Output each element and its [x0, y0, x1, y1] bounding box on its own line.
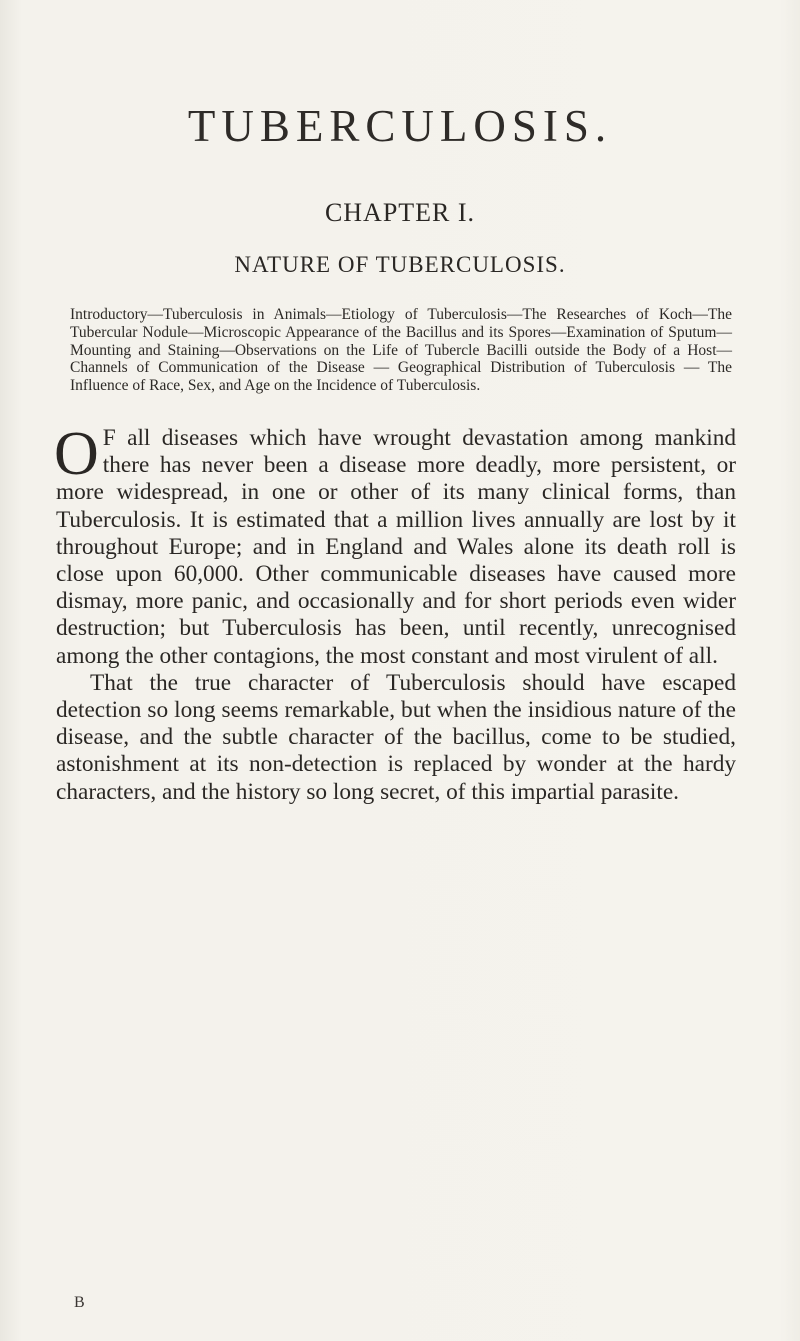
signature-mark: B — [74, 1294, 85, 1311]
paragraph-2: That the true character of Tuberculosis should have escaped detection so long seems remarkable, but when the insidious nature of the disease, and the subtle character of the bacillus, come to be studied, astonishment at its non-detection is replaced by wonder at the hardy characters, and the history so long secret, of this impartial parasite. — [56, 669, 736, 805]
body-text — [54, 420, 736, 806]
chapter-title: NATURE OF TUBERCULOSIS. — [234, 252, 566, 277]
paragraph-1-text: F all diseases which have wrought devastation among mankind there has never been a disease more deadly, more persistent, or more widespread, in one or other of its many clinical forms, than Tuberculosis. It is estimated that a million lives annually are lost by it throughout Europe; and in England and Wales alone its death roll is close upon 60,000. Other communicable diseases have caused more dismay, more panic, and occasionally and for short periods even wider destruction; but Tuberculosis has been, until recently, unrecognised among the other contagions, the most constant and most virulent of all. — [56, 425, 736, 669]
book-title: TUBERCULOSIS. — [187, 101, 613, 151]
paragraph-1 — [54, 420, 736, 670]
chapter-number: CHAPTER I. — [324, 198, 476, 227]
chapter-synopsis: Introductory—Tuberculosis in Animals—Etiology of Tuberculosis—The Researches of Koch—The Tubercular Nodule—Microscopic Appearance of the Bacillus and its Spores—Examination of Sputum—Mounting and Staining—Observations on the Life of Tubercle Bacilli outside the Body of a Host—Channels of Communication of the Disease — Geographical Distribution of Tuberculosis — The Influence of Race, Sex, and Age on the Incidence of Tuberculosis. — [70, 306, 732, 395]
drop-cap: O — [54, 420, 99, 488]
